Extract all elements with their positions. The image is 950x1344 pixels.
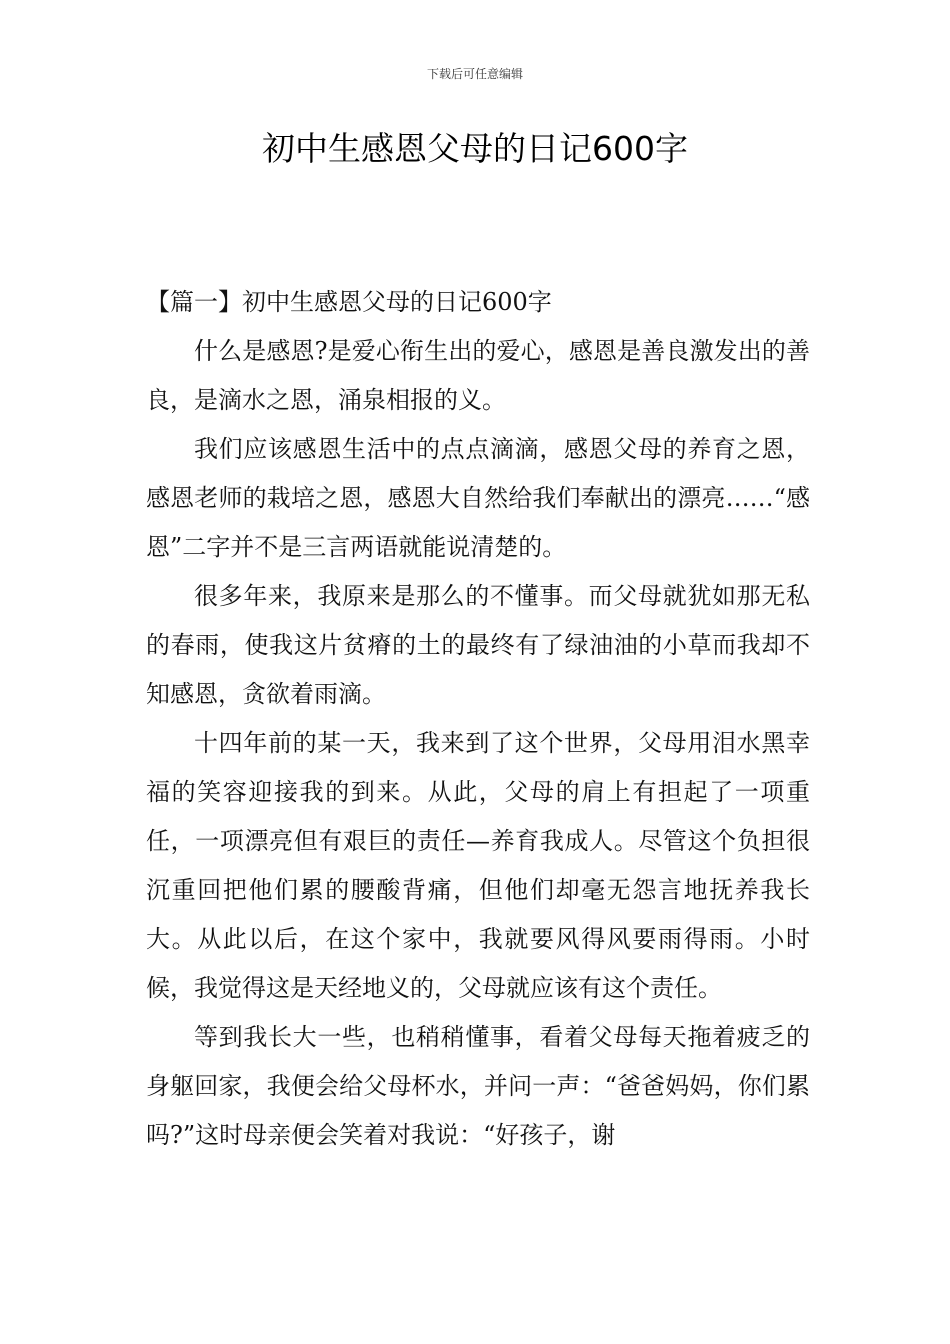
paragraph: 很多年来，我原来是那么的不懂事。而父母就犹如那无私的春雨，使我这片贫瘠的土的最终有了绿油油的小草而我却不知感恩，贪欲着雨滴。: [146, 582, 810, 708]
paragraph: 十四年前的某一天，我来到了这个世界，父母用泪水黑幸福的笑容迎接我的到来。从此，父母的肩上有担起了一项重任，一项漂亮但有艰巨的责任—养育我成人。尽管这个负担很沉重回把他们累的腰酸背痛，但他们却毫无怨言地抚养我长大。从此以后，在这个家中，我就要风得风要雨得雨。小时候，我觉得这是天经地义的，父母就应该有这个责任。: [146, 729, 810, 1002]
document-title: 初中生感恩父母的日记600字: [262, 129, 688, 168]
header-note: 下载后可任意编辑: [426, 67, 523, 81]
section-heading: 【篇一】初中生感恩父母的日记600字: [146, 288, 552, 316]
paragraph: 什么是感恩?是爱心衔生出的爱心，感恩是善良激发出的善良，是滴水之恩，涌泉相报的义。: [146, 337, 810, 414]
paragraph: 我们应该感恩生活中的点点滴滴，感恩父母的养育之恩，感恩老师的栽培之恩，感恩大自然给我们奉献出的漂亮……“感恩”二字并不是三言两语就能说清楚的。: [146, 435, 810, 561]
paragraph: 等到我长大一些，也稍稍懂事，看着父母每天拖着疲乏的身躯回家，我便会给父母杯水，并问一声：“爸爸妈妈，你们累吗?”这时母亲便会笑着对我说：“好孩子，谢: [146, 1023, 810, 1149]
document-body: [146, 278, 810, 1160]
